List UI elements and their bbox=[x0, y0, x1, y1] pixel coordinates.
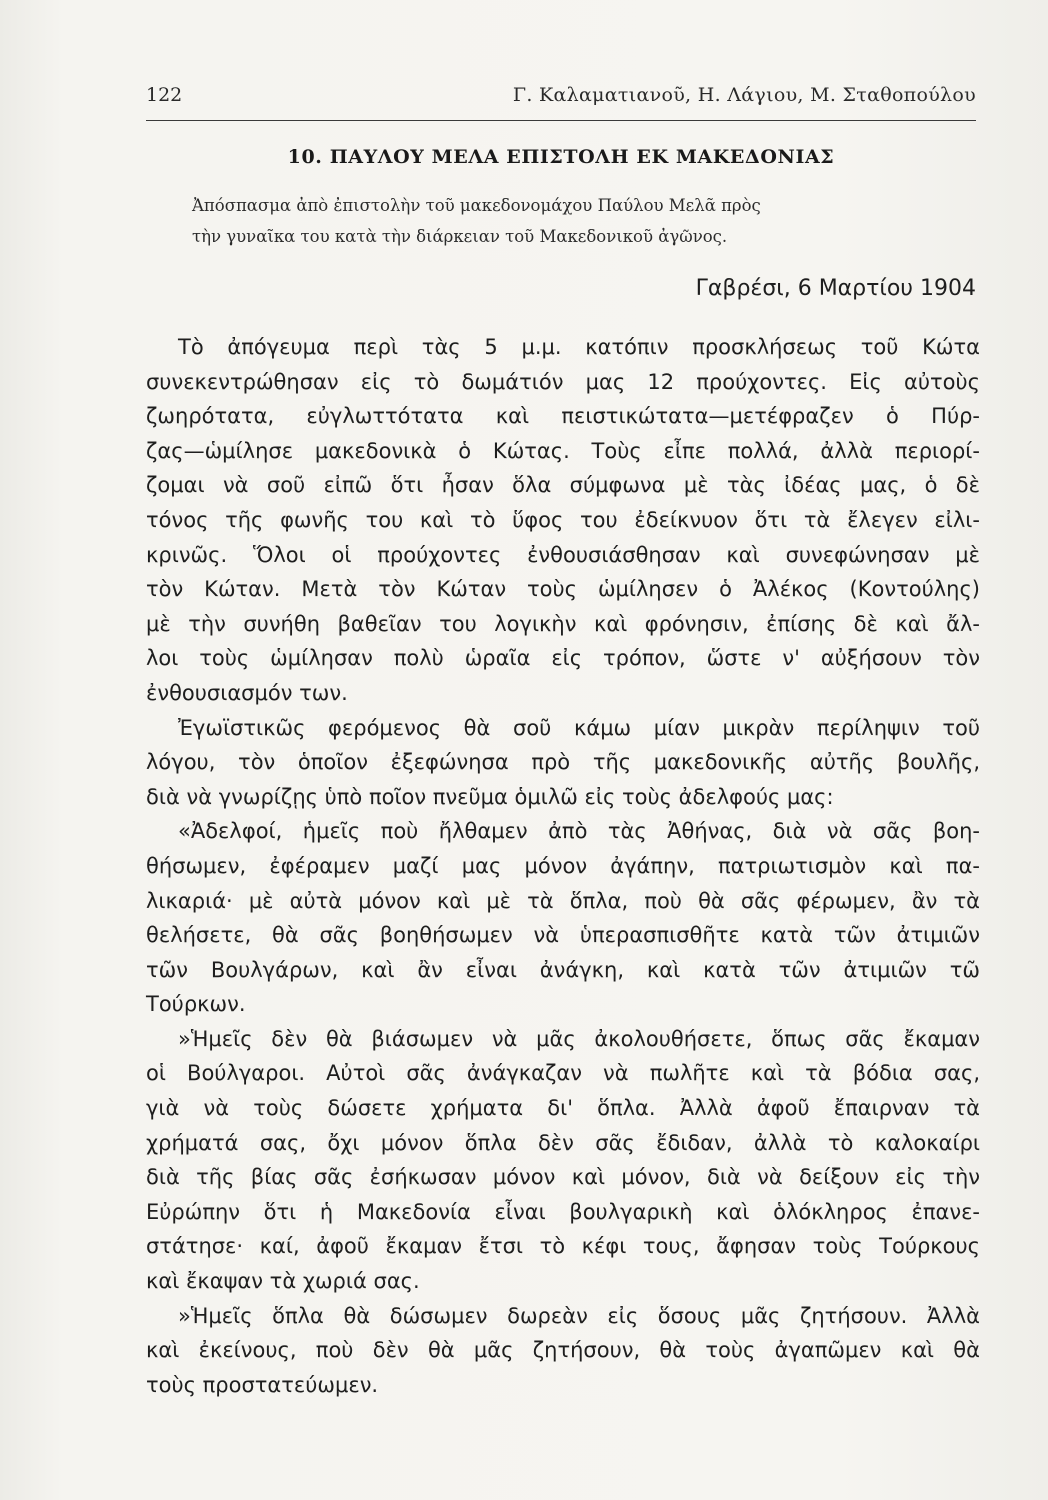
paragraph-line: ἐνθουσιασμόν των. bbox=[146, 680, 348, 705]
paragraph-line: στάτησε· καί, ἀφοῦ ἔκαμαν ἔτσι τὸ κέφι τους, ἄφησαν τοὺς Τούρκους bbox=[146, 1234, 980, 1259]
paragraph-line: λοι τοὺς ὡμίλησαν πολὺ ὡραῖα εἰς τρόπον, ὥστε ν' αὐξήσουν τὸν bbox=[146, 646, 980, 671]
paragraph-line: τὸν Κώταν. Μετὰ τὸν Κώταν τοὺς ὡμίλησεν ὁ Ἀλέκος (Κοντούλης) bbox=[146, 577, 980, 602]
paragraph-line: τόνος τῆς φωνῆς του καὶ τὸ ὕφος του ἐδείκνυον ὅτι τὰ ἔλεγεν εἰλι- bbox=[146, 507, 980, 532]
paragraph-line: μὲ τὴν συνήθη βαθεῖαν του λογικὴν καὶ φρόνησιν, ἐπίσης δὲ καὶ ἄλ- bbox=[146, 611, 980, 636]
paragraph-line: κρινῶς. Ὅλοι οἱ προύχοντες ἐνθουσιάσθησαν καὶ συνεφώνησαν μὲ bbox=[146, 542, 980, 567]
paragraph-line: »Ἡμεῖς δὲν θὰ βιάσωμεν νὰ μᾶς ἀκολουθήσετε, ὅπως σᾶς ἔκαμαν bbox=[178, 1026, 980, 1051]
section-heading: 10. ΠΑΥΛΟΥ ΜΕΛΑ ΕΠΙΣΤΟΛΗ ΕΚ ΜΑΚΕΔΟΝΙΑΣ bbox=[287, 146, 835, 168]
paragraph-line: οἱ Βούλγαροι. Αὐτοὶ σᾶς ἀνάγκαζαν νὰ πωλῆτε καὶ τὰ βόδια σας, bbox=[146, 1061, 980, 1086]
running-title: Γ. Καλαματιανοῦ, Η. Λάγιου, Μ. Σταθοπούλου bbox=[512, 84, 976, 106]
paragraph-line: Τὸ ἀπόγευμα περὶ τὰς 5 μ.μ. κατόπιν προσκλήσεως τοῦ Κώτα bbox=[178, 335, 980, 359]
paragraph-line: συνεκεντρώθησαν εἰς τὸ δωμάτιόν μας 12 προύχοντες. Εἰς αὐτοὺς bbox=[146, 369, 980, 394]
paragraph-line: »Ἡμεῖς ὅπλα θὰ δώσωμεν δωρεὰν εἰς ὅσους μᾶς ζητήσουν. Ἀλλὰ bbox=[178, 1303, 980, 1328]
paragraph-line: ζας—ὡμίλησε μακεδονικὰ ὁ Κώτας. Τοὺς εἶπε πολλά, ἀλλὰ περιορί- bbox=[146, 438, 980, 463]
paragraph-line: λόγου, τὸν ὁποῖον ἐξεφώνησα πρὸ τῆς μακεδονικῆς αὐτῆς βουλῆς, bbox=[146, 750, 980, 775]
page-number: 122 bbox=[146, 84, 183, 106]
dateline: Γαβρέσι, 6 Μαρτίου 1904 bbox=[695, 276, 976, 301]
paragraph-line: τοὺς προστατεύωμεν. bbox=[146, 1372, 379, 1397]
paragraph-line: καὶ ἔκαψαν τὰ χωριά σας. bbox=[146, 1269, 420, 1294]
intro-line: τὴν γυναῖκα του κατὰ τὴν διάρκειαν τοῦ Μακεδονικοῦ ἀγῶνος. bbox=[192, 227, 728, 246]
paragraph-line: γιὰ νὰ τοὺς δώσετε χρήματα δι' ὅπλα. Ἀλλὰ ἀφοῦ ἔπαιρναν τὰ bbox=[146, 1096, 980, 1121]
intro-line: Ἀπόσπασμα ἀπὸ ἐπιστολὴν τοῦ μακεδονομάχου Παύλου Μελᾶ πρὸς bbox=[192, 196, 761, 215]
page-header bbox=[146, 84, 976, 114]
intro-note bbox=[192, 190, 982, 252]
paragraph-line: θήσωμεν, ἐφέραμεν μαζί μας μόνον ἀγάπην, πατριωτισμὸν καὶ πα- bbox=[146, 853, 980, 878]
paragraph-line: θελήσετε, θὰ σᾶς βοηθήσωμεν νὰ ὑπερασπισθῆτε κατὰ τῶν ἀτιμιῶν bbox=[146, 923, 980, 948]
letter-body bbox=[146, 330, 980, 1402]
header-rule bbox=[146, 120, 976, 121]
paragraph-line: Ἐγωϊστικῶς φερόμενος θὰ σοῦ κάμω μίαν μικρὰν περίληψιν τοῦ bbox=[178, 715, 980, 740]
paragraph-line: Εὐρώπην ὅτι ἡ Μακεδονία εἶναι βουλγαρικὴ καὶ ὁλόκληρος ἐπανε- bbox=[146, 1199, 980, 1224]
paragraph-line: διὰ τῆς βίας σᾶς ἐσήκωσαν μόνον καὶ μόνον, διὰ νὰ δείξουν εἰς τὴν bbox=[146, 1165, 980, 1190]
paragraph-line: ζομαι νὰ σοῦ εἰπῶ ὅτι ἦσαν ὅλα σύμφωνα μὲ τὰς ἰδέας μας, ὁ δὲ bbox=[146, 473, 980, 498]
paragraph-line: διὰ νὰ γνωρίζῃς ὑπὸ ποῖον πνεῦμα ὁμιλῶ εἰς τοὺς ἀδελφούς μας: bbox=[146, 784, 834, 809]
paragraph-line: τῶν Βουλγάρων, καὶ ἂν εἶναι ἀνάγκη, καὶ κατὰ τῶν ἀτιμιῶν τῶ bbox=[146, 957, 980, 982]
paragraph-line: λικαριά· μὲ αὐτὰ μόνον καὶ μὲ τὰ ὅπλα, ποὺ θὰ σᾶς φέρωμεν, ἂν τὰ bbox=[146, 888, 980, 913]
paragraph-line: χρήματά σας, ὄχι μόνον ὅπλα δὲν σᾶς ἔδιδαν, ἀλλὰ τὸ καλοκαίρι bbox=[146, 1130, 980, 1155]
paragraph-line: ζωηρότατα, εὐγλωττότατα καὶ πειστικώτατα—μετέφραζεν ὁ Πύρ- bbox=[146, 404, 980, 429]
paragraph-line: «Ἀδελφοί, ἡμεῖς ποὺ ἤλθαμεν ἀπὸ τὰς Ἀθήνας, διὰ νὰ σᾶς βοη- bbox=[178, 819, 980, 844]
paragraph-line: Τούρκων. bbox=[146, 992, 246, 1017]
paragraph-line: καὶ ἐκείνους, ποὺ δὲν θὰ μᾶς ζητήσουν, θὰ τοὺς ἀγαπῶμεν καὶ θὰ bbox=[146, 1338, 980, 1363]
